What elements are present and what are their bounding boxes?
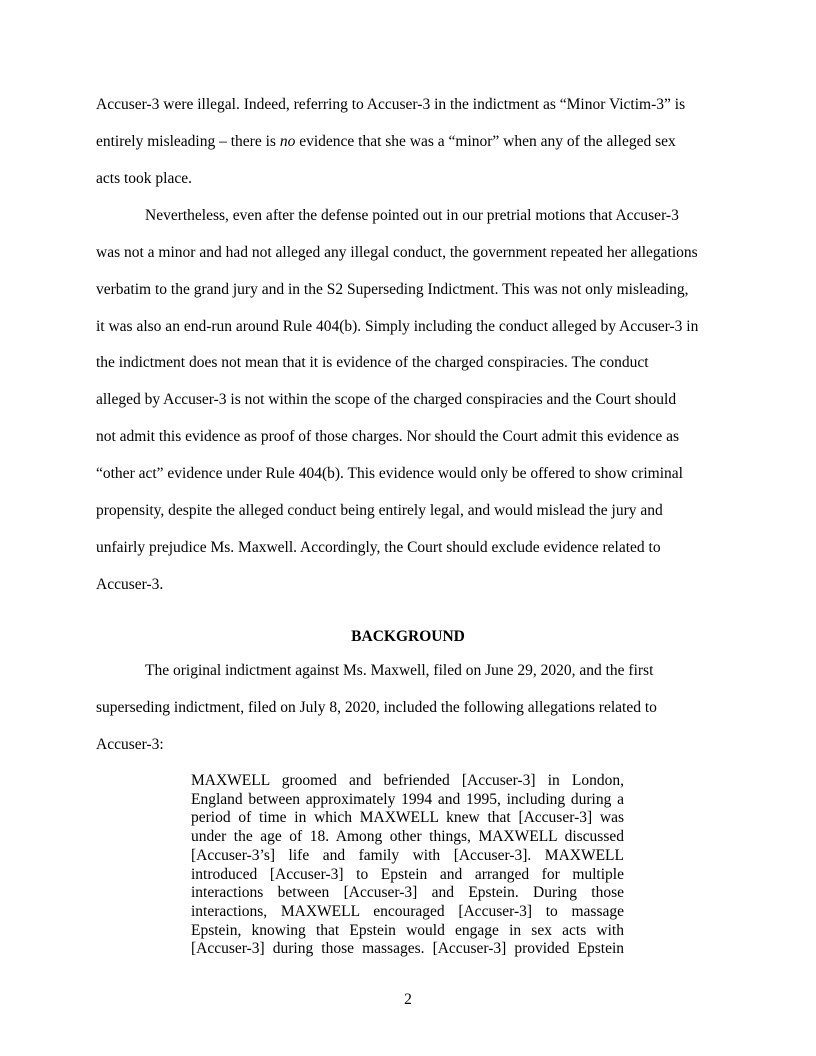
paragraph-2-line: was not a minor and had not alleged any illegal conduct, the government repeated her allegations [96,244,698,261]
paragraph-2-line: propensity, despite the alleged conduct being entirely legal, and would mislead the jury and [96,502,663,519]
paragraph-2-line: not admit this evidence as proof of those charges. Nor should the Court admit this evidence as [96,428,679,445]
paragraph-2-line: verbatim to the grand jury and in the S2 Superseding Indictment. This was not only misleading, [96,281,689,298]
paragraph-1-line-2 [96,132,676,152]
quote-line: Epstein, knowing that Epstein would engage in sex acts with [191,921,624,939]
paragraph-2-line: the indictment does not mean that it is evidence of the charged conspiracies. The conduct [96,354,649,371]
quote-line: period of time in which MAXWELL knew that [Accuser-3] was [191,809,624,827]
paragraph-3-line: superseding indictment, filed on July 8, 2020, included the following allegations related to [96,699,657,716]
paragraph-2-line: Accuser-3. [96,576,164,593]
section-heading: BACKGROUND [351,628,465,645]
quote-line: MAXWELL groomed and befriended [Accuser-3] in London, [191,772,624,789]
paragraph-3-line: Accuser-3: [96,736,164,753]
paragraph-2-line: “other act” evidence under Rule 404(b). This evidence would only be offered to show criminal [96,465,683,482]
emphasis-text: no [279,133,296,150]
paragraph-2-line: unfairly prejudice Ms. Maxwell. Accordingly, the Court should exclude evidence related to [96,539,661,556]
text-run: entirely misleading – there is [96,133,280,150]
paragraph-2-line: alleged by Accuser-3 is not within the scope of the charged conspiracies and the Court should [96,391,677,408]
paragraph-3-line: The original indictment against Ms. Maxwell, filed on June 29, 2020, and the first [145,662,654,679]
text-run: evidence that she was a “minor” when any of the alleged sex [295,133,676,150]
quote-line: England between approximately 1994 and 1995, including during a [191,790,624,808]
paragraph-1-line-3: acts took place. [96,170,192,187]
paragraph-1-line-1: Accuser-3 were illegal. Indeed, referring to Accuser-3 in the indictment as “Minor Victim-3” is [96,96,686,113]
quote-line: under the age of 18. Among other things, MAXWELL discussed [191,828,624,846]
quote-line: interactions between [Accuser-3] and Epstein. During those [191,884,624,902]
paragraph-2-line: it was also an end-run around Rule 404(b). Simply including the conduct alleged by Accuser-3 in [96,318,699,335]
block-quote [191,772,624,959]
quote-line: [Accuser-3] during those massages. [Accuser-3] provided Epstein [191,940,624,958]
page-number: 2 [404,991,412,1008]
paragraph-2-line: Nevertheless, even after the defense pointed out in our pretrial motions that Accuser-3 [145,207,679,224]
quote-line: [Accuser-3’s] life and family with [Accuser-3]. MAXWELL [191,846,624,864]
quote-line: interactions, MAXWELL encouraged [Accuser-3] to massage [191,902,624,920]
quote-line: introduced [Accuser-3] to Epstein and arranged for multiple [191,865,624,883]
